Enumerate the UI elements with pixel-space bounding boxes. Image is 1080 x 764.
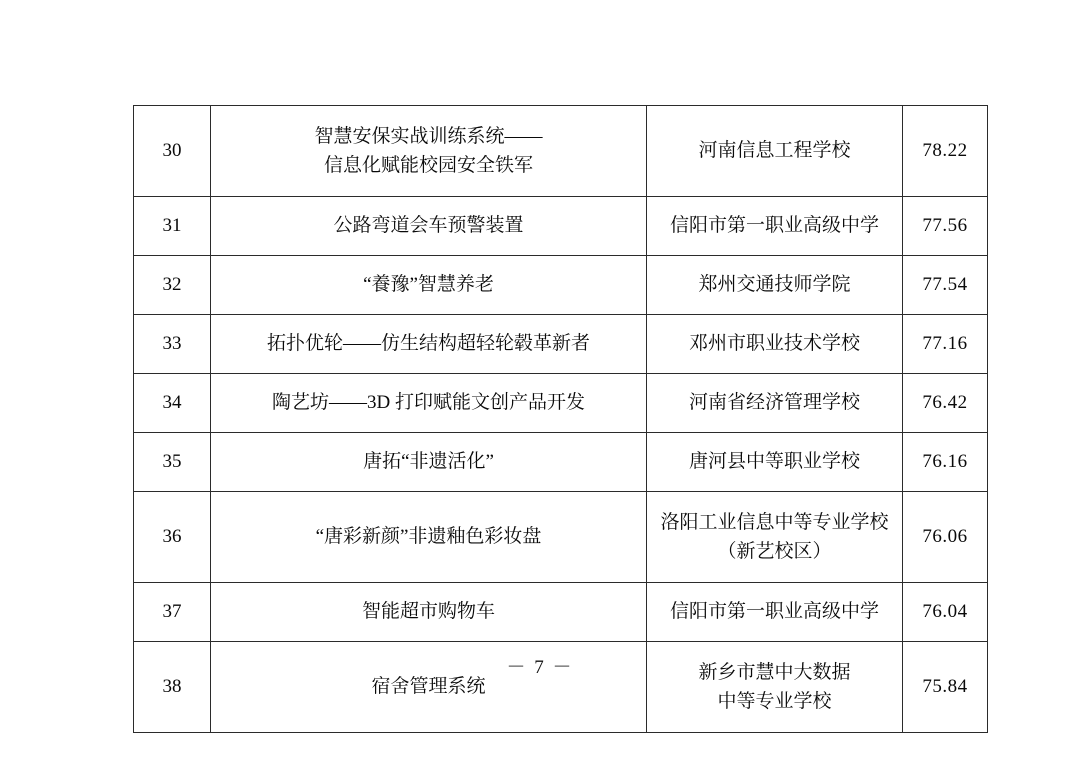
table-row xyxy=(134,106,988,197)
table-row xyxy=(134,197,988,256)
project-name-line: 智能超市购物车 xyxy=(361,601,495,623)
cell-score: 76.42 xyxy=(903,374,988,433)
project-name-line: 信息化赋能校园安全铁军 xyxy=(323,155,533,176)
school-name-line: 唐河县中等职业学校 xyxy=(688,451,860,473)
school-name-line: 河南省经济管理学校 xyxy=(688,392,860,414)
cell-score: 78.22 xyxy=(903,106,988,197)
cell-serial-number: 31 xyxy=(134,197,211,256)
school-name-line: 中等专业学校 xyxy=(717,691,832,712)
cell-serial-number: 37 xyxy=(134,583,211,642)
cell-score: 76.04 xyxy=(903,583,988,642)
cell-project-name xyxy=(211,583,647,642)
cell-school-name xyxy=(647,106,903,197)
cell-serial-number: 34 xyxy=(134,374,211,433)
project-name-line: 智慧安保实战训练系统—— xyxy=(314,125,543,147)
cell-score: 76.06 xyxy=(903,492,988,583)
table-row xyxy=(134,433,988,492)
cell-serial-number: 33 xyxy=(134,315,211,374)
project-name-line: 唐拓“非遗活化” xyxy=(363,451,494,473)
cell-school-name xyxy=(647,433,903,492)
project-name-line: 陶艺坊——3D 打印赋能文创产品开发 xyxy=(272,392,585,414)
cell-project-name xyxy=(211,256,647,315)
page-number: － 7 － xyxy=(506,657,574,678)
cell-school-name xyxy=(647,492,903,583)
project-name-line: “唐彩新颜”非遗釉色彩妆盘 xyxy=(315,526,542,548)
cell-school-name xyxy=(647,374,903,433)
project-name-line: 拓扑优轮——仿生结构超轻轮毂革新者 xyxy=(266,333,590,355)
table-row xyxy=(134,256,988,315)
school-name-line: 洛阳工业信息中等专业学校 xyxy=(660,511,889,533)
school-name-line: 信阳市第一职业高级中学 xyxy=(669,215,879,237)
school-name-line: 河南信息工程学校 xyxy=(698,140,851,162)
award-list-table-container xyxy=(133,105,968,733)
school-name-line: 邓州市职业技术学校 xyxy=(688,333,860,355)
cell-serial-number: 30 xyxy=(134,106,211,197)
cell-score: 77.16 xyxy=(903,315,988,374)
cell-serial-number: 36 xyxy=(134,492,211,583)
project-name-line: 宿舍管理系统 xyxy=(371,676,486,698)
cell-project-name xyxy=(211,492,647,583)
cell-school-name xyxy=(647,256,903,315)
table-row xyxy=(134,374,988,433)
table-body xyxy=(134,106,988,733)
cell-project-name xyxy=(211,374,647,433)
school-name-line: 新乡市慧中大数据 xyxy=(698,661,851,683)
school-name-line: （新艺校区） xyxy=(717,541,832,562)
cell-serial-number: 32 xyxy=(134,256,211,315)
cell-school-name xyxy=(647,583,903,642)
table-row xyxy=(134,315,988,374)
school-name-line: 郑州交通技师学院 xyxy=(698,274,851,296)
cell-score: 77.54 xyxy=(903,256,988,315)
table-row xyxy=(134,492,988,583)
school-name-line: 信阳市第一职业高级中学 xyxy=(669,601,879,623)
cell-project-name xyxy=(211,433,647,492)
cell-score: 75.84 xyxy=(903,642,988,733)
cell-school-name xyxy=(647,197,903,256)
award-list-table xyxy=(133,105,988,733)
cell-school-name xyxy=(647,315,903,374)
cell-score: 76.16 xyxy=(903,433,988,492)
cell-project-name xyxy=(211,106,647,197)
project-name-line: 公路弯道会车预警装置 xyxy=(333,215,524,237)
cell-serial-number: 35 xyxy=(134,433,211,492)
table-row xyxy=(134,583,988,642)
project-name-line: “養豫”智慧养老 xyxy=(363,274,494,296)
cell-score: 77.56 xyxy=(903,197,988,256)
cell-project-name xyxy=(211,197,647,256)
cell-project-name xyxy=(211,315,647,374)
cell-serial-number: 38 xyxy=(134,642,211,733)
